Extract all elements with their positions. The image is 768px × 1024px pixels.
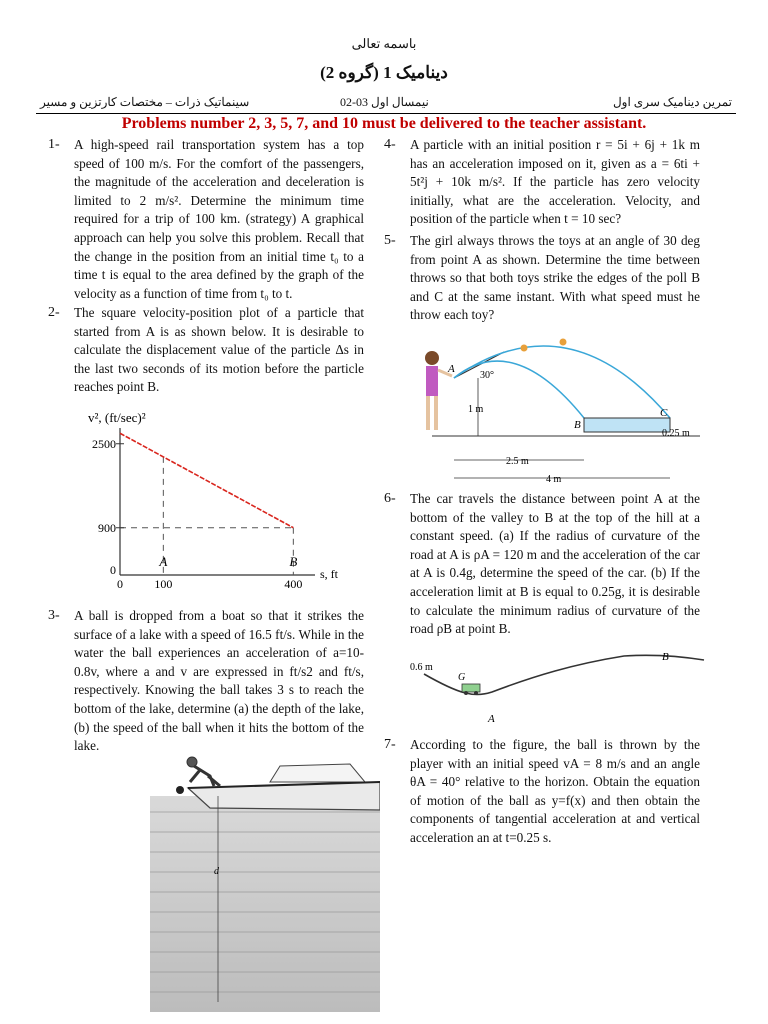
point-b-label: B [662, 651, 669, 663]
problem-number-6: 6- [384, 491, 396, 506]
boat-lake-figure [150, 752, 380, 1012]
person-icon [187, 757, 220, 786]
bismillah: باسمه تعالی [351, 36, 417, 51]
xtick-label-400: 400 [284, 577, 303, 590]
launch-arrow [454, 352, 504, 378]
problem-text-7: According to the figure, the ball is thrown by the player with an initial speed vA = 8 m/s and an angle θA = 40° relative to the horizon. Obtain the equation of motion of the ball as y=f(x) and then obtain the components of tangential acceleration at and vertical acceleration an at t=0.25 s. [410, 737, 700, 845]
toy-1-icon [521, 345, 528, 352]
velocity-position-chart [80, 400, 370, 590]
depth-label-d: d [214, 866, 219, 877]
data-series-line [120, 433, 293, 528]
point-label-a: A [159, 554, 168, 569]
header-left: سینماتیک ذرات – مختصات کارتزین و مسیر [40, 95, 250, 109]
point-b-label: B [574, 419, 581, 431]
problem-text-6: The car travels the distance between point A at the bottom of the valley to B at the top of the hill at a constant speed. (a) If the radius of curvature of the road at A is ρA = 120 m and the acceleration of the car at A is 0.4g, determine the speed of the car. (b) If the acceleration limit at B is equal to 0.25g, it is desirable to calculate the minimum radius of curvature of the road ρB at point B. [410, 491, 700, 637]
depth-label: 0.25 m [662, 428, 690, 439]
toy-throw-figure [418, 338, 700, 486]
problem-number-1: 1- [48, 137, 60, 152]
chart-ylabel: v², (ft/sec)² [88, 410, 146, 425]
header-rule [36, 113, 736, 114]
problem-text-4: A particle with an initial position r = 5i + 6j + 1k m has an acceleration imposed on it, given as a = 6ti + 5t²j + 10k m/s². If the particle has zero velocity initially, what are the acceleration. Velocity, and position of the particle when t = 10 sec? [410, 137, 700, 227]
boat-cabin [270, 764, 365, 782]
trajectory-long [454, 346, 670, 418]
problem-text-3: A ball is dropped from a boat so that it strikes the surface of a lake with a speed of 16.5 ft/s. While in the water the ball experiences an acceleration of a=10-0.8v, where a and v are expressed in ft/s2 and ft/s, respectively. Knowing the ball takes 3 s to reach the bottom of the lake, determine (a) the depth of the lake, (b) the speed of the ball when it hits the bottom of the lake. [74, 608, 364, 754]
header-right: تمرین دینامیک سری اول [612, 95, 732, 109]
pool [584, 418, 670, 432]
point-g-label: G [458, 672, 466, 683]
height-label: 1 m [468, 404, 484, 415]
ytick-label-2500: 2500 [92, 436, 116, 451]
problem-number-5: 5- [384, 233, 396, 248]
problem-number-3: 3- [48, 608, 60, 623]
xtick-label-0: 0 [117, 577, 123, 590]
point-label-b: B [289, 554, 298, 569]
problem-number-7: 7- [384, 737, 396, 752]
dim-label-4: 4 m [546, 474, 562, 485]
road-curve-figure [404, 646, 714, 726]
lake-water [150, 796, 380, 1012]
ytick-label-900: 900 [98, 520, 116, 535]
angle-label: 30° [480, 370, 494, 381]
chart-xlabel: s, ft [320, 567, 338, 581]
problem-number-4: 4- [384, 137, 396, 152]
problem-text-2: The square velocity-position plot of a particle that started from A is as shown below. It is desirable to calculate the displacement value of the particle Δs in the last two seconds of its motion before the particle reaches point B. [74, 305, 364, 395]
problem-text-5: The girl always throws the toys at an angle of 30 deg from point A as shown. Determine the time between throws so that both toys strike the edges of the poll B and C at the same instant. With what speed must he throw each toy? [410, 233, 700, 323]
point-a-label: A [448, 363, 455, 375]
delivery-notice: Problems number 2, 3, 5, 7, and 10 must be delivered to the teacher assistant. [121, 115, 647, 132]
point-c-label: C [660, 407, 668, 419]
dim-label-2-5: 2.5 m [506, 456, 529, 467]
ytick-label-0: 0 [110, 563, 116, 577]
xtick-label-100: 100 [154, 577, 173, 590]
problem-number-2: 2- [48, 305, 60, 320]
header-middle: نیمسال اول 03-02 [340, 95, 429, 109]
page-title: دینامیک 1 (گروه 2) [320, 63, 448, 82]
ball-icon [176, 786, 184, 794]
offset-label: 0.6 m [410, 662, 433, 673]
toy-2-icon [560, 339, 567, 346]
point-a-label: A [488, 713, 495, 725]
problem-text-1: A high-speed rail transportation system has a top speed of 100 m/s. For the comfort of the passengers, the magnitude of the acceleration and deceleration is limited to 2 m/s². Determine the minimum time required for a trip of 100 km. (strategy) A graphical approach can help you solve this problem. Recall that the change in the position from an initial time t₀ to a time t is equal to the area defined by the graph of the velocity as a function of time from t₀ to t. [74, 137, 364, 301]
